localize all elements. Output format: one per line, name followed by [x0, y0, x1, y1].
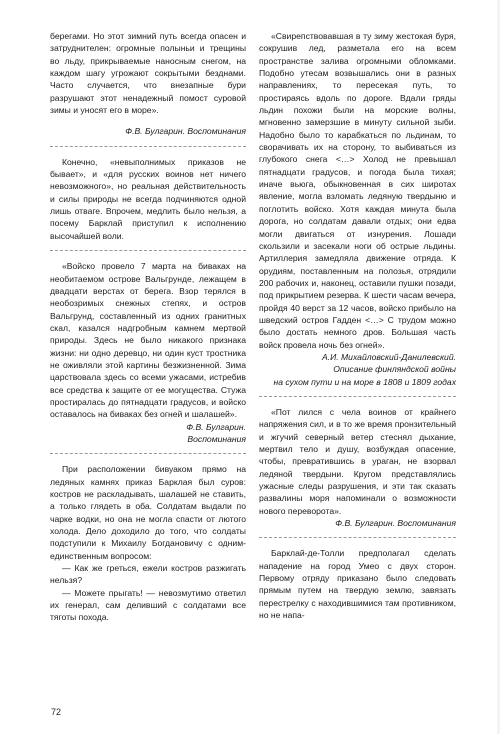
- quote-attribution-source: Описание финляндской войны: [333, 364, 456, 375]
- quote-block: [259, 30, 456, 351]
- paragraph: Конечно, «невыполнимых приказов не бывает», и «для русских воинов нет ничего невозможного», но реальная действительность и силы природы не всегда подчиняются одной лишь отваге. Впрочем, медлить было нельзя, а посему Барклай приступил к исполнению высочайшей воли.: [50, 156, 246, 241]
- quote-attribution-source: на сухом пути и на море в 1808 и 1809 годах: [273, 376, 456, 387]
- section-divider: [259, 396, 456, 397]
- text-block: [259, 547, 456, 621]
- text-block: [50, 30, 246, 116]
- quote-attribution: Ф.В. Булгарин. Воспоминания: [335, 518, 456, 529]
- paragraph: «Войско провело 7 марта на биваках на необитаемом острове Вальгрунде, лежащем в двадцати верстах от берега. Взор терялся в необозримых снежных степях, и остров Вальгрунд, составленный из одних гранитных скал, казался надгробным камнем мертвой природы. Здесь не было никакого признака жизни: ни одно деревцо, ни один куст тростника не оживляли этой картины безжизненной. Зима царствовала здесь со всеми ужасами, истребив все средства к защите от ее могущества. Стужа простиралась до пятнадцати градусов, и войско оставалось на биваках без огней и шалашей».: [50, 261, 246, 420]
- page-number: 72: [51, 707, 62, 717]
- paragraph: «Свирепствовавшая в ту зиму жестокая буря, сокрушив лед, разметала его на всем пространстве залива огромными обломками. Подобно утесам возвышались они в разных направлениях, то пересекая путь, то простираясь вдоль по дороге. Вдали гряды льдин похожи были на морские волны, мгновенно замерзшие в минуту сильной зыби. Надобно было то карабкаться по льдинам, то сворачивать их на сторону, то выбиваться из глубокого снега <…> Холод не превышал пятнадцати градусов, и погода была тихая; иначе вьюга, обыкновенная в сих широтах явление, могла взломать ледяную твердыню и поглотить войско. Хотя каждая минута была дорога, но солдатам давали отдых; они едва могли двигаться от изнурения. Лошади скользили и засекали ноги об острые льдины. Артиллерия замедляла движение отряда. К орудиям, поставленным на полозья, отрядили 200 рабочих и, наконец, оставили пушки позади, под прикрытием резерва. К шести часам вечера, пройдя 40 верст за 12 часов, войско прибыло на шведский остров Гадден <…> С трудом можно было достать немного дров. Большая часть войск провела ночь без огней».: [259, 31, 456, 350]
- paragraph: При расположении бивуаком прямо на ледяных камнях приказ Барклая был суров: костров не раскладывать, шалашей не ставить, а только глядеть в оба. Солдатам выдали по чарке водки, но она не могла спасти от лютого холода. Дело доходило до того, что солдаты подступили к Михаилу Богдановичу с одним-единственным вопросом:: [50, 464, 246, 561]
- paragraph: берегами. Но этот зимний путь всегда опасен и затруднителен: огромные полыньи и трещины во льду, прикрываемые наносным снегом, на каждом шагу угрожают сокрытыми безднами. Часто случается, что внезапные бури разрушают этот ненадежный помост суровой зимы и уносят его в море».: [50, 31, 246, 116]
- section-divider: [50, 146, 246, 147]
- paragraph: «Пот лился с чела воинов от крайнего напряжения сил, и в то же время пронзительный и жгучий северный ветер стеснял дыхание, мертвил тело и душу, возбуждая опасение, чтобы, превратившись в ураган, не взорвал ледяной твердыни. Кругом представлялись ужасные следы разрушения, и эти так сказать развалины моря напоминали о возможности нового переворота».: [259, 406, 456, 516]
- section-divider: [259, 537, 456, 538]
- text-block: [50, 156, 246, 242]
- paragraph: — Можете прыгать! — невозмутимо ответил их генерал, сам деливший с солдатами все тяготы похода.: [50, 587, 246, 623]
- quote-attribution: Ф.В. Булгарин.: [186, 421, 246, 432]
- left-column: [50, 30, 246, 624]
- right-column: [259, 30, 456, 621]
- quote-attribution: А.И. Михайловский-Данилевский.: [321, 351, 456, 362]
- quote-block: [259, 406, 456, 517]
- paragraph: — Как же греться, ежели костров разжигать нельзя?: [50, 563, 246, 586]
- section-divider: [50, 453, 246, 454]
- quote-block: [50, 260, 246, 420]
- quote-attribution: Ф.В. Булгарин. Воспоминания: [125, 126, 246, 137]
- paragraph: Барклай-де-Толли предполагал сделать нападение на город Умео с двух сторон. Первому отряду приказано было следовать прямым путем на твердую землю, завязать перестрелку с находившимися там противником, но не напа-: [259, 548, 456, 621]
- quote-attribution-source: Воспоминания: [187, 433, 246, 444]
- text-block: [50, 463, 246, 623]
- section-divider: [50, 250, 246, 251]
